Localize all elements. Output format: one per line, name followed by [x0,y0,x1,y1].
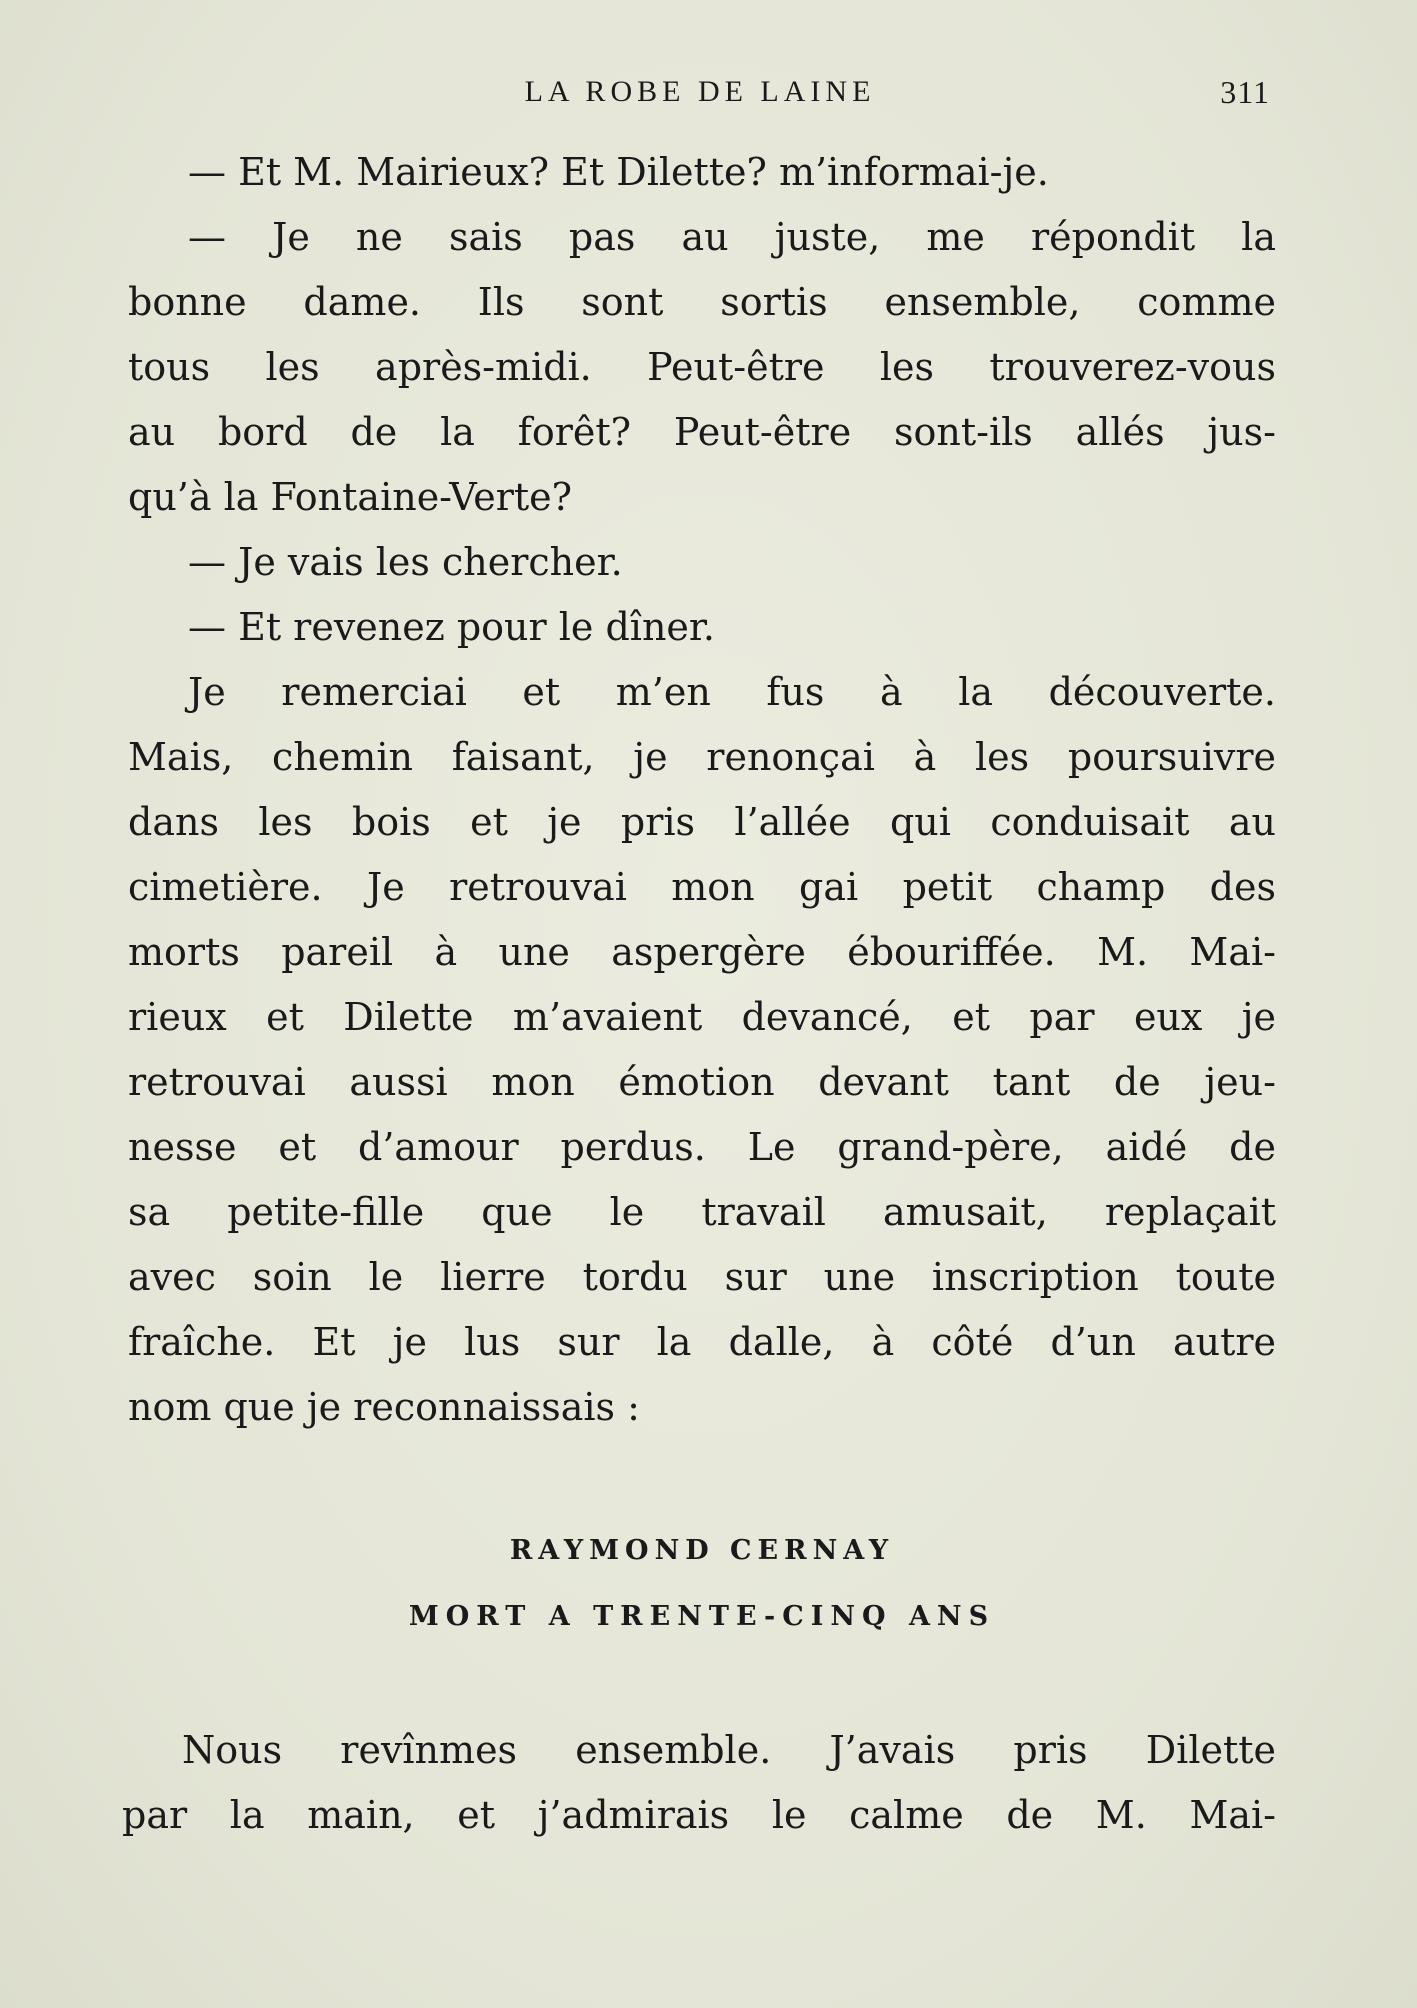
text-line: cimetière. Je retrouvai mon gai petit champ des [128,865,1276,909]
inscription-name: RAYMOND CERNAY [509,1535,895,1566]
text-line: — Et M. Mairieux? Et Dilette? m’informai-je. [188,150,1049,194]
text-line: morts pareil à une aspergère ébouriffée. M. Mai- [128,930,1276,974]
text-line: avec soin le lierre tordu sur une inscription toute [128,1255,1276,1299]
text-line: tous les après-midi. Peut-être les trouverez-vous [128,345,1276,389]
body-text [128,140,1276,1440]
text-line: par la main, et j’admirais le calme de M. Mai- [122,1793,1276,1837]
text-line: — Je vais les chercher. [188,540,623,584]
text-line: nesse et d’amour perdus. Le grand-père, aidé de [128,1125,1276,1169]
text-line: nom que je reconnaissais : [128,1385,640,1429]
running-head [130,72,1270,112]
text-line: qu’à la Fontaine-Verte? [128,475,572,519]
text-line: retrouvai aussi mon émotion devant tant de jeu- [128,1060,1276,1104]
text-line: fraîche. Et je lus sur la dalle, à côté d’un autre [128,1320,1276,1364]
closing-paragraph [122,1718,1276,1848]
text-line: Je remerciai et m’en fus à la découverte. [188,670,1276,714]
text-line: Nous revînmes ensemble. J’avais pris Dilette [182,1728,1276,1772]
text-line: Mais, chemin faisant, je renonçai à les poursuivre [128,735,1276,779]
running-title: LA ROBE DE LAINE [524,75,876,108]
page-number: 311 [1220,74,1270,110]
text-line: rieux et Dilette m’avaient devancé, et par eux je [128,995,1276,1039]
text-line: sa petite-fille que le travail amusait, replaçait [128,1190,1276,1234]
text-line: — Je ne sais pas au juste, me répondit la [188,215,1276,259]
text-line: — Et revenez pour le dîner. [188,605,715,649]
text-line: au bord de la forêt? Peut-être sont-ils allés jus- [128,410,1276,454]
text-line: dans les bois et je pris l’allée qui conduisait au [128,800,1276,844]
inscription-epitaph: MORT A TRENTE-CINQ ANS [408,1601,996,1632]
text-line: bonne dame. Ils sont sortis ensemble, comme [128,280,1276,324]
